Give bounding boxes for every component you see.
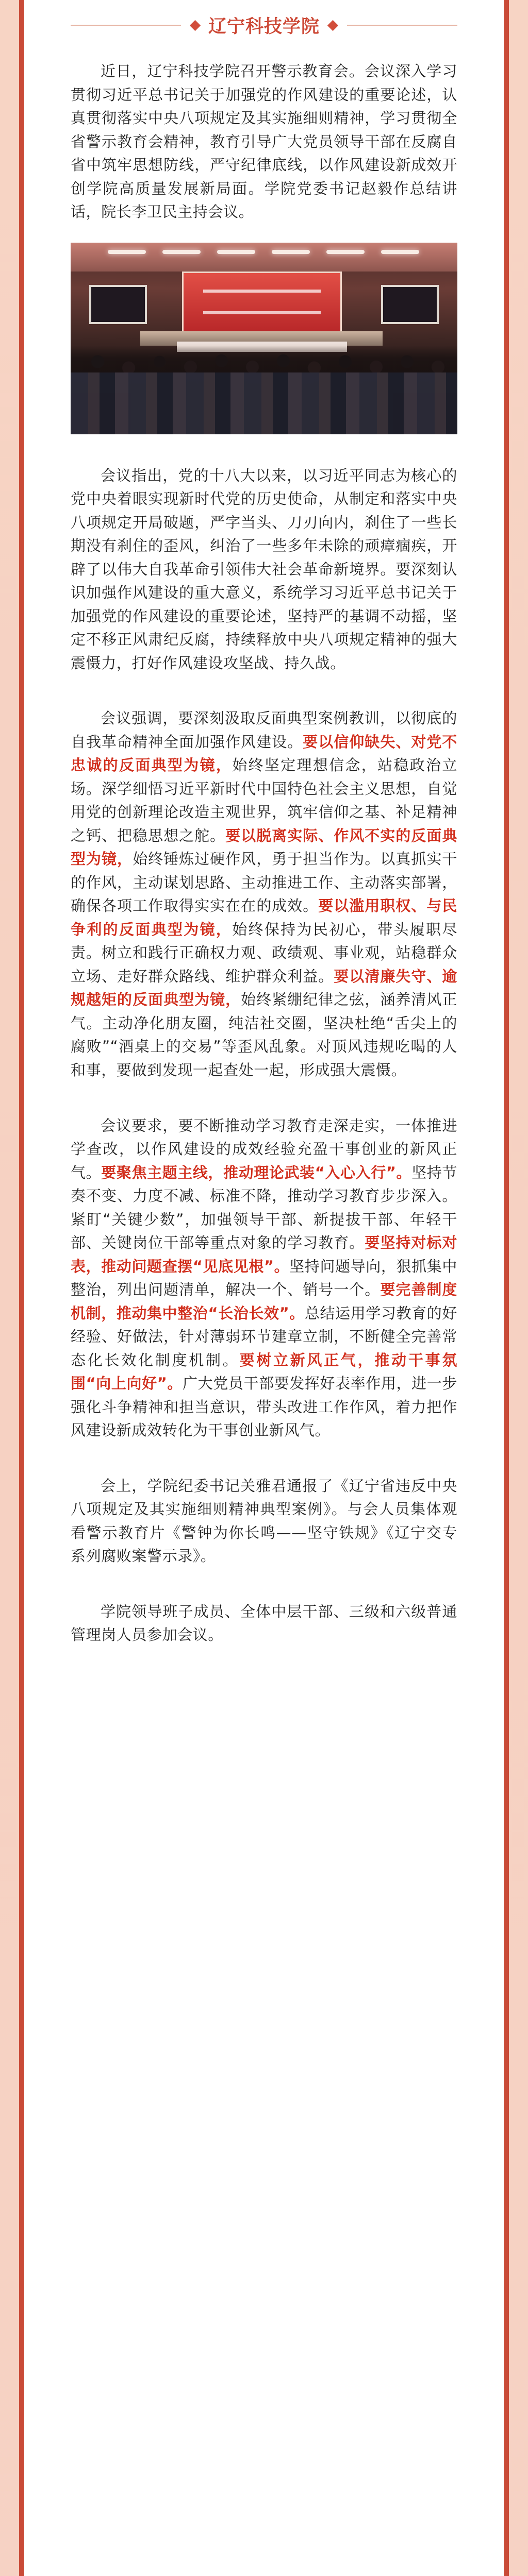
paragraph-1-text: 近日，辽宁科技学院召开警示教育会。会议深入学习贯彻习近平总书记关于加强党的作风建设的重要论述，认真贯彻落实中央八项规定及其实施细则精神，学习贯彻全省警示教育会精神，教育引导广大党员领导干部在反腐自省中筑牢思想防线，严守纪律底线，以作风建设新成效开创学院高质量发展新局面。学院党委书记赵毅作总结讲话，院长李卫民主持会议。 bbox=[71, 62, 457, 221]
paragraph-4-highlight-2: 要坚持对标对表，推动问题查摆“见底见根”。 bbox=[71, 1234, 457, 1275]
article-paragraph-2 bbox=[71, 464, 457, 675]
paragraph-4-highlight-4: 要树立新风正气，推动干事氛围“向上向好”。 bbox=[71, 1351, 457, 1393]
article-header bbox=[71, 10, 457, 40]
paragraph-3-highlight-2: 要以脱离实际、作风不实的反面典型为镜， bbox=[71, 826, 457, 868]
paragraph-4-text-c: 坚持节奏不变、力度不减、标准不降，推动学习教育步步深入。紧盯“关键少数”，加强领导干部、新提拔干部、年轻干部、关键岗位干部等重点对象的学习教育。 bbox=[71, 1163, 457, 1252]
paragraph-6-text: 学院领导班子成员、全体中层干部、三级和六级普通管理岗人员参加会议。 bbox=[71, 1602, 457, 1644]
paragraph-3-text-a: 会议强调，要深刻汲取反面典型案例教训，以彻底的自我革命精神全面加强作风建设。 bbox=[71, 709, 457, 751]
left-screen bbox=[89, 285, 147, 324]
ceiling-light bbox=[381, 250, 419, 254]
article-paragraph-1 bbox=[71, 60, 457, 224]
paragraph-3-text-e: 始终锤炼过硬作风，勇于担当作为。以真抓实干的作风，主动谋划思路、主动推进工作、主动落实部署，确保各项工作取得实实在在的成效。 bbox=[71, 850, 457, 915]
stage-banner bbox=[182, 272, 342, 335]
audience-crowd bbox=[71, 346, 457, 434]
paragraph-3-highlight-3: 要以滥用职权、与民争利的反面典型为镜， bbox=[71, 897, 457, 938]
ceiling-light bbox=[162, 250, 201, 254]
ceiling-light bbox=[326, 250, 365, 254]
article-paragraph-3 bbox=[71, 707, 457, 1082]
article-frame bbox=[19, 0, 509, 2576]
paragraph-3-highlight-4: 要以清廉失守、逾规越矩的反面典型为镜， bbox=[71, 967, 457, 1009]
paragraph-3-highlight-1: 要以信仰缺失、对党不忠诚的反面典型为镜， bbox=[71, 733, 457, 774]
paragraph-4-text-g: 总结运用学习教育的好经验、好做法，针对薄弱环节建章立制，不断健全完善常态化长效化制度机制。 bbox=[71, 1304, 457, 1369]
article-paragraph-5 bbox=[71, 1475, 457, 1568]
ceiling-light bbox=[272, 250, 310, 254]
diamond-icon-right bbox=[327, 20, 338, 30]
right-screen bbox=[381, 285, 439, 324]
paragraph-4-text-a: 会议要求，要不断推动学习教育走深走实，一体推进学查改，以作风建设的成效经验充盈干事创业的新风正气。 bbox=[71, 1116, 457, 1181]
paragraph-2-text: 会议指出，党的十八大以来，以习近平同志为核心的党中央着眼实现新时代党的历史使命，从制定和落实中央八项规定开局破题，严字当头、刀刃向内，刹住了一些长期没有刹住的歪风，纠治了一些多年未除的顽瘴痼疾，开辟了以伟大自我革命引领伟大社会革命新境界。要深刻认识加强作风建设的重大意义，系统学习习近平总书记关于加强党的作风建设的重要论述，坚持严的基调不动摇，坚定不移正风肃纪反腐，持续释放中央八项规定精神的强大震慑力，打好作风建设攻坚战、持久战。 bbox=[71, 466, 457, 672]
paragraph-3-text-i: 始终紧绷纪律之弦，涵养清风正气。主动净化朋友圈，纯洁社交圈，坚决杜绝“舌尖上的腐败”“酒桌上的交易”等歪风乱象。对顶风违规吃喝的人和事，要做到发现一起查处一起，形成强大震慑。 bbox=[71, 991, 457, 1079]
ceiling-light bbox=[217, 250, 255, 254]
header-title-group bbox=[181, 12, 347, 38]
paragraph-5-text: 会上，学院纪委书记关雅君通报了《辽宁省违反中央八项规定及其实施细则精神典型案例》。与会人员集体观看警示教育片《警钟为你长鸣——坚守铁规》《辽宁交专系列腐败案警示录》。 bbox=[71, 1477, 457, 1565]
paragraph-4-highlight-1: 要聚焦主题主线，推动理论武装“入心入行”。 bbox=[101, 1163, 412, 1181]
meeting-photo bbox=[71, 243, 457, 434]
paragraph-4-highlight-3: 要完善制度机制，推动集中整治“长治长效”。 bbox=[71, 1281, 457, 1322]
article-content bbox=[24, 0, 504, 1647]
paragraph-3-text-g: 始终保持为民初心，带头履职尽责。树立和践行正确权力观、政绩观、事业观，站稳群众立场、走好群众路线、维护群众利益。 bbox=[71, 920, 457, 985]
photo-ceiling bbox=[71, 243, 457, 272]
paragraph-4-text-i: 广大党员干部要发挥好表率作用，进一步强化斗争精神和担当意识，带头改进工作作风，着力把作风建设新成效转化为干事创业新风气。 bbox=[71, 1375, 457, 1439]
page-title: 辽宁科技学院 bbox=[208, 16, 320, 37]
ceiling-light bbox=[108, 250, 146, 254]
article-paragraph-4 bbox=[71, 1114, 457, 1443]
paragraph-3-text-c: 始终坚定理想信念，站稳政治立场。深学细悟习近平新时代中国特色社会主义思想，自觉用党的创新理论改造主观世界，筑牢信仰之基、补足精神之钙、把稳思想之舵。 bbox=[71, 756, 457, 844]
diamond-icon-left bbox=[190, 20, 201, 30]
paragraph-4-text-e: 坚持问题导向，狠抓集中整治，列出问题清单，解决一个、销号一个。 bbox=[71, 1257, 457, 1299]
article-paragraph-6 bbox=[71, 1600, 457, 1647]
